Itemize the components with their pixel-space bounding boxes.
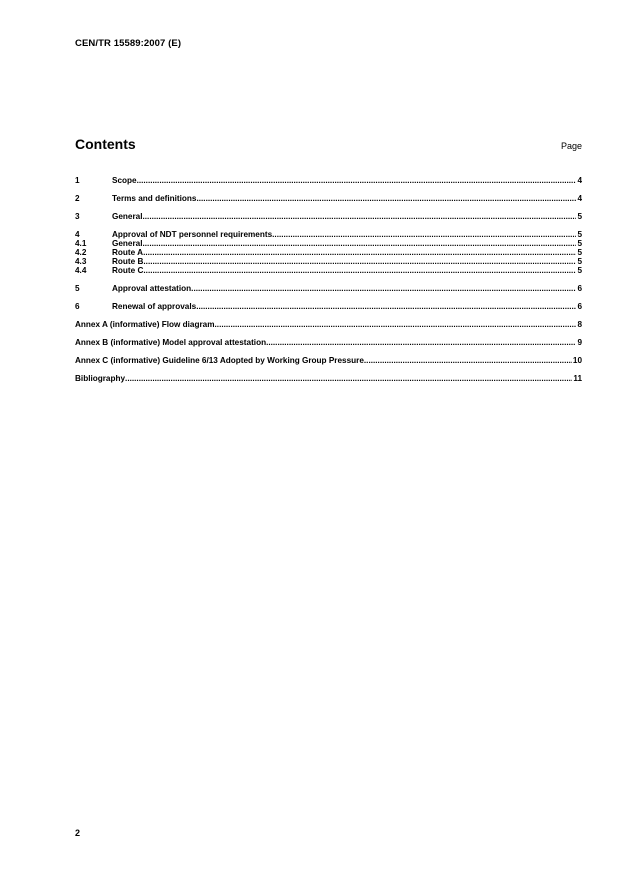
toc-entry-page: 5 xyxy=(577,257,582,266)
toc-leader-dots xyxy=(364,356,572,365)
table-of-contents xyxy=(75,176,582,383)
toc-entry-title: Bibliography xyxy=(75,374,126,383)
toc-entry-page: 6 xyxy=(577,284,582,293)
toc-entry-number: 4.2 xyxy=(75,248,87,257)
toc-entry-approval-attestation[interactable] xyxy=(75,284,582,293)
toc-entry-title: Annex A (informative) Flow diagram xyxy=(75,320,215,329)
toc-entry-title: Terms and definitions xyxy=(112,194,197,203)
toc-entry-page: 10 xyxy=(572,356,582,365)
toc-entry-page: 4 xyxy=(577,176,582,185)
toc-entry-page: 5 xyxy=(577,212,582,221)
toc-entry-title: Route A xyxy=(112,248,144,257)
page-column-label: Page xyxy=(560,141,582,151)
toc-entry-page: 11 xyxy=(573,374,582,383)
toc-entry-number: 3 xyxy=(75,212,80,221)
toc-entry-route-c[interactable] xyxy=(75,266,582,275)
toc-leader-dots xyxy=(215,320,577,329)
toc-entry-page: 6 xyxy=(577,302,582,311)
toc-entry-page: 9 xyxy=(577,338,582,347)
toc-leader-dots xyxy=(266,338,576,347)
toc-entry-title: Route C xyxy=(112,266,144,275)
toc-entry-page: 5 xyxy=(577,230,582,239)
toc-entry-page: 5 xyxy=(577,266,582,275)
toc-entry-approval-requirements[interactable] xyxy=(75,230,582,239)
toc-entry-page: 5 xyxy=(577,239,582,248)
toc-entry-page: 5 xyxy=(577,248,582,257)
toc-entry-scope[interactable] xyxy=(75,176,582,185)
toc-entry-annex-c[interactable] xyxy=(75,356,582,365)
toc-entry-annex-b[interactable] xyxy=(75,338,582,347)
toc-leader-dots xyxy=(143,248,576,257)
toc-leader-dots xyxy=(125,374,572,383)
toc-leader-dots xyxy=(143,212,577,221)
toc-entry-annex-a[interactable] xyxy=(75,320,582,329)
toc-entry-title: Scope xyxy=(112,176,137,185)
toc-entry-page: 8 xyxy=(577,320,582,329)
toc-entry-number: 1 xyxy=(75,176,80,185)
toc-entry-number: 4.3 xyxy=(75,257,87,266)
toc-entry-title: Annex C (informative) Guideline 6/13 Adopted by Working Group Pressure xyxy=(75,356,364,365)
toc-entry-4-1-general[interactable] xyxy=(75,239,582,248)
toc-leader-dots xyxy=(191,284,576,293)
toc-entry-renewal[interactable] xyxy=(75,302,582,311)
toc-entry-terms-definitions[interactable] xyxy=(75,194,582,203)
toc-entry-title: Approval attestation xyxy=(112,284,192,293)
toc-entry-title: General xyxy=(112,239,143,248)
toc-entry-title: Approval of NDT personnel requirements xyxy=(112,230,273,239)
toc-leader-dots xyxy=(143,257,576,266)
toc-entry-bibliography[interactable] xyxy=(75,374,582,383)
toc-entry-number: 2 xyxy=(75,194,80,203)
toc-entry-title: Renewal of approvals xyxy=(112,302,197,311)
toc-entry-page: 4 xyxy=(577,194,582,203)
toc-entry-number: 6 xyxy=(75,302,80,311)
toc-entry-route-b[interactable] xyxy=(75,257,582,266)
toc-leader-dots xyxy=(196,194,576,203)
toc-entry-title: General xyxy=(112,212,143,221)
toc-leader-dots xyxy=(143,239,577,248)
document-id: CEN/TR 15589:2007 (E) xyxy=(75,38,182,49)
toc-entry-number: 5 xyxy=(75,284,80,293)
toc-entry-general[interactable] xyxy=(75,212,582,221)
contents-heading: Contents xyxy=(75,136,136,152)
toc-leader-dots xyxy=(143,266,576,275)
toc-entry-title: Route B xyxy=(112,257,144,266)
page-number: 2 xyxy=(75,828,81,838)
toc-entry-title: Annex B (informative) Model approval attestation xyxy=(75,338,267,347)
toc-leader-dots xyxy=(272,230,576,239)
toc-entry-route-a[interactable] xyxy=(75,248,582,257)
toc-leader-dots xyxy=(196,302,576,311)
toc-entry-number: 4.1 xyxy=(75,239,87,248)
toc-entry-number: 4 xyxy=(75,230,80,239)
toc-leader-dots xyxy=(137,176,577,185)
toc-entry-number: 4.4 xyxy=(75,266,87,275)
